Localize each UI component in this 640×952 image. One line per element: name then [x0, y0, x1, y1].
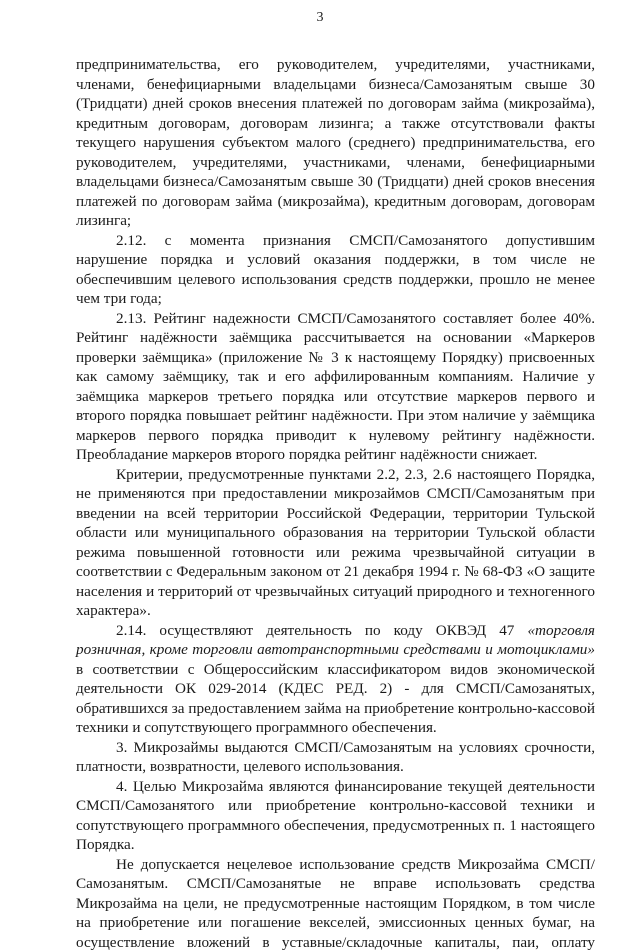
paragraph-2-13: 2.13. Рейтинг надежности СМСП/Самозанятого составляет более 40%. Рейтинг надёжности заёмщика рассчитывается на основании «Маркеров проверки заёмщика» (приложение № 3 к настоящему Порядку) присвоенных как самому заёмщику, так и его аффилированным компаниям. Наличие у заёмщика маркеров третьего порядка или отсутствие маркеров первого и второго порядка повышает рейтинг надёжности. При этом наличие у заёмщика маркеров первого порядка приводит к нулевому рейтингу надёжности. Преобладание маркеров второго порядка рейтинг надёжности снижает.: [76, 309, 595, 465]
paragraph-2-14-start: 2.14. осуществляют деятельность по коду ОКВЭД 47: [116, 622, 527, 639]
page-number: 3: [0, 8, 640, 28]
paragraph-4: 4. Целью Микрозайма являются финансирование текущей деятельности СМСП/Самозанятого или приобретение контрольно-кассовой техники и сопутствующего программного обеспечения, предусмотренных п. 1 настоящего Порядка.: [76, 777, 595, 855]
paragraph-2-14-end: в соответствии с Общероссийским классификатором видов экономической деятельности ОК 029-2014 (КДЕС РЕД. 2) - для СМСП/Самозанятых, обратившихся за предоставлением займа на приобретение контрольно-кассовой техники и сопутствующего программного обеспечения.: [76, 661, 595, 737]
paragraph-misuse: Не допускается нецелевое использование средств Микрозайма СМСП/Самозанятым. СМСП/Самозанятые не вправе использовать средства Микрозайма на цели, не предусмотренные настоящим Порядком, в том числе на приобретение или погашение векселей, эмиссионных ценных бумаг, на осуществление вложений в уставные/складочные капиталы, паи, оплату: [76, 855, 595, 952]
paragraph-continuation: предпринимательства, его руководителем, учредителями, участниками, членами, бенефициарными владельцами бизнеса/Самозанятым свыше 30 (Тридцати) дней сроков внесения платежей по договорам займа (микрозайма), кредитным договорам, договорам лизинга; а также отсутствовали факты текущего нарушения субъектом малого (среднего) предпринимательства, его руководителем, учредителями, участниками, членами, бенефициарными владельцами бизнеса/Самозанятым свыше 30 (Тридцати) дней сроков внесения платежей по договорам займа (микрозайма), кредитным договорам, договорам лизинга;: [76, 55, 595, 231]
paragraph-criteria: Критерии, предусмотренные пунктами 2.2, 2.3, 2.6 настоящего Порядка, не применяются при предоставлении микрозаймов СМСП/Самозанятым при введении на всей территории Российской Федерации, территории Тульской области или муниципального образования на территории Тульской области режима повышенной готовности или режима чрезвычайной ситуации в соответствии с Федеральным законом от 21 декабря 1994 г. № 68-ФЗ «О защите населения и территорий от чрезвычайных ситуаций природного и техногенного характера».: [76, 465, 595, 621]
okved-description: «торговля розничная, кроме торговли автотранспортными средствами и мотоциклами»: [76, 622, 595, 659]
document-body: [76, 55, 595, 952]
paragraph-3: 3. Микрозаймы выдаются СМСП/Самозанятым на условиях срочности, платности, возвратности, целевого использования.: [76, 738, 595, 777]
paragraph-2-12: 2.12. с момента признания СМСП/Самозанятого допустившим нарушение порядка и условий оказания поддержки, в том числе не обеспечившим целевого использования средств поддержки, прошло не менее чем три года;: [76, 231, 595, 309]
paragraph-2-14: [76, 621, 595, 738]
